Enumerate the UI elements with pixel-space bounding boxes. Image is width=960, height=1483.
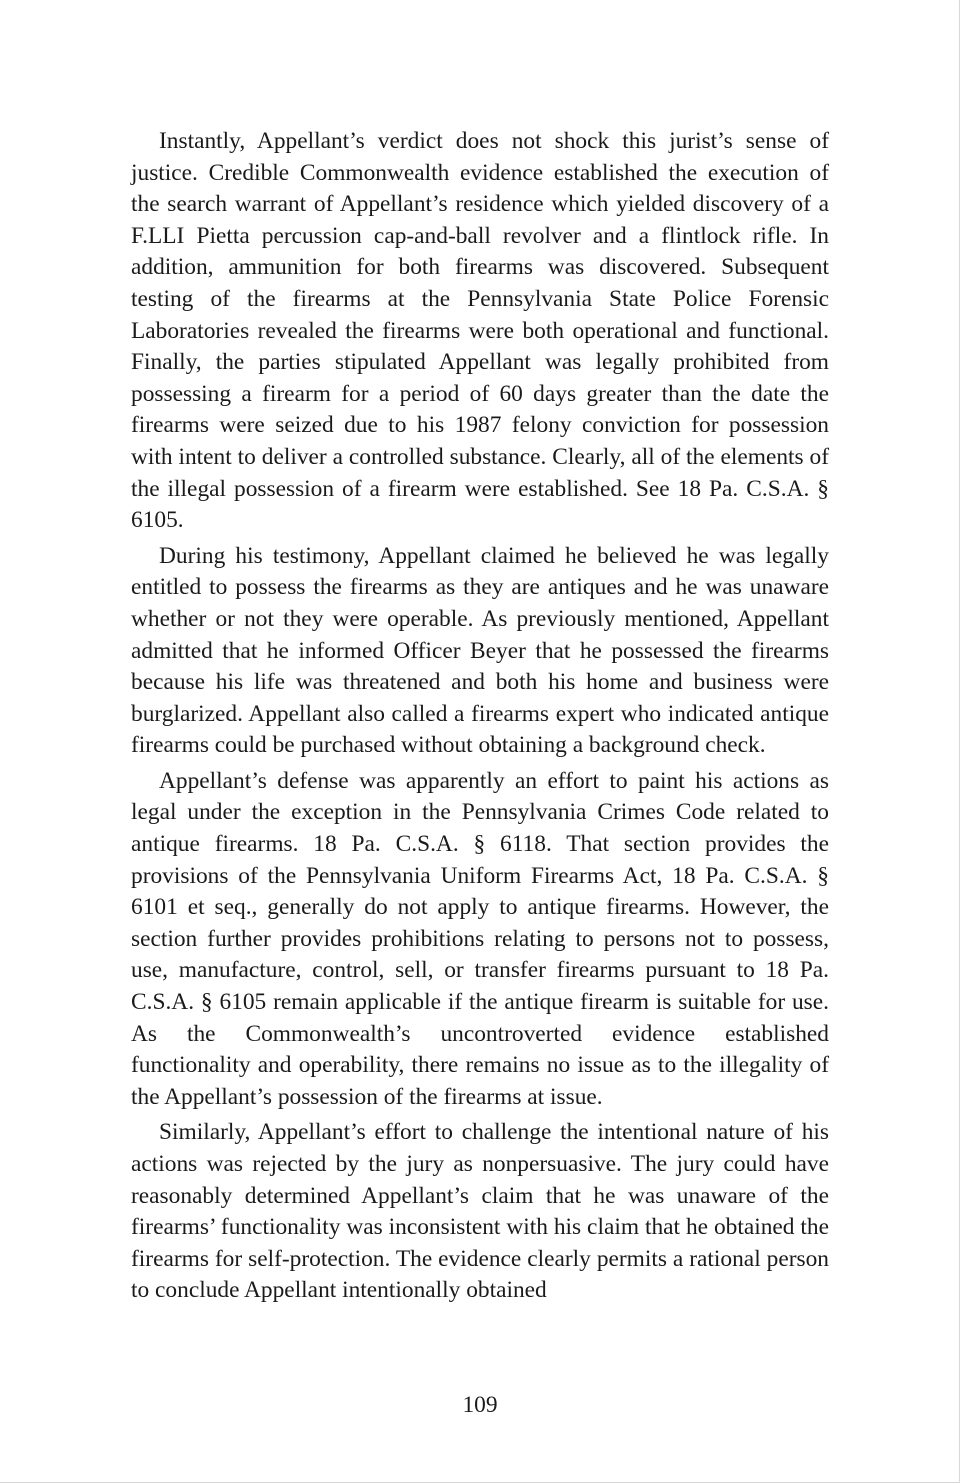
paragraph-1: Instantly, Appellant’s verdict does not shock this jurist’s sense of justice. Credible Commonwealth evidence established the execution of the search warrant of Appellant’s residence which yielded discovery of a F.LLI Pietta percussion cap-and-ball revolver and a flintlock rifle. In addition, ammunition for both firearms was discovered. Subsequent testing of the firearms at the Pennsylvania State Police Forensic Laboratories revealed the firearms were both operational and functional. Finally, the parties stipulated Appellant was legally prohibited from possessing a firearm for a period of 60 days greater than the date the firearms were seized due to his 1987 felony conviction for possession with intent to deliver a controlled substance. Clearly, all of the elements of the illegal possession of a firearm were established. See 18 Pa. C.S.A. § 6105. (131, 128, 829, 534)
paragraph-4: Similarly, Appellant’s effort to challenge the intentional nature of his actions was rejected by the jury as nonpersuasive. The jury could have reasonably determined Appellant’s claim that he was unaware of the firearms’ functionality was inconsistent with his claim that he obtained the firearms for self-protection. The evidence clearly permits a rational person to conclude Appellant intentionally obtained (131, 1119, 829, 1304)
paragraph-2: During his testimony, Appellant claimed he believed he was legally entitled to possess the firearms as they are antiques and he was unaware whether or not they were operable. As previously mentioned, Appellant admitted that he informed Officer Beyer that he possessed the firearms because his life was threatened and both his home and business were burglarized. Appellant also called a firearms expert who indicated antique firearms could be purchased without obtaining a background check. (131, 542, 829, 759)
paragraph-3: Appellant’s defense was apparently an effort to paint his actions as legal under the exception in the Pennsylvania Crimes Code related to antique firearms. 18 Pa. C.S.A. § 6118. That section provides the provisions of the Pennsylvania Uniform Firearms Act, 18 Pa. C.S.A. § 6101 et seq., generally do not apply to antique firearms. However, the section further provides prohibitions relating to persons not to possess, use, manufacture, control, sell, or transfer firearms pursuant to 18 Pa. C.S.A. § 6105 remain applicable if the antique firearm is suitable for use. As the Commonwealth’s uncontroverted evidence established functionality and operability, there remains no issue as to the illegality of the Appellant’s possession of the firearms at issue. (131, 767, 829, 1110)
page-body (131, 126, 829, 1311)
page-number: 109 (462, 1392, 498, 1418)
